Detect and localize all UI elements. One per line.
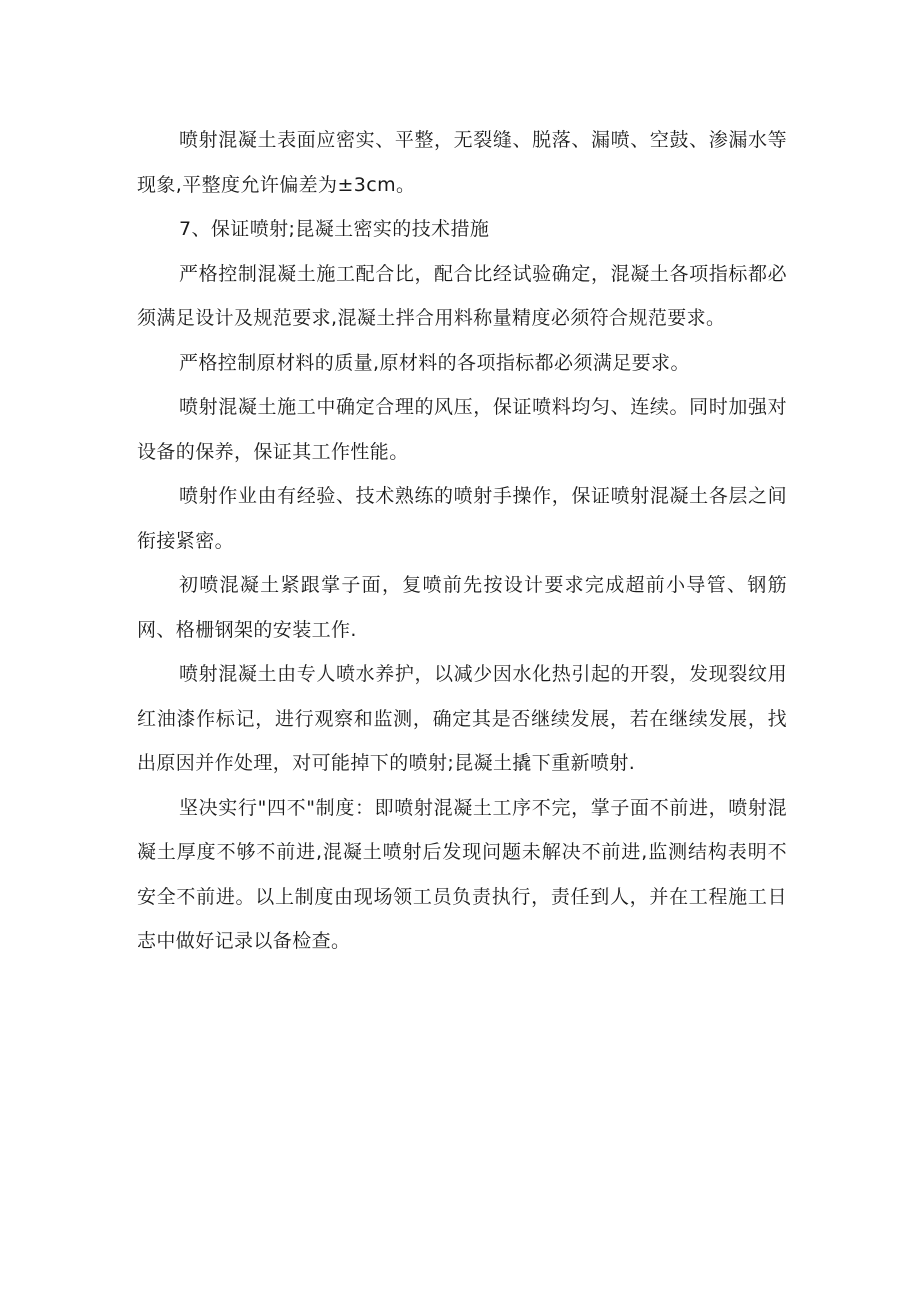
- paragraph-mix-ratio: 严格控制混凝土施工配合比，配合比经试验确定，混凝土各项指标都必须满足设计及规范要求,混凝土拌合用料称量精度必须符合规范要求。: [137, 262, 787, 329]
- document-body: [137, 118, 787, 964]
- paragraph-surface-quality: 喷射混凝土表面应密实、平整，无裂缝、脱落、漏喷、空鼓、渗漏水等现象,平整度允许偏差为±3cm。: [137, 129, 787, 196]
- paragraph-initial-spray: 初喷混凝土紧跟掌子面，复喷前先按设计要求完成超前小导管、钢筋网、格栅钢架的安装工作.: [137, 574, 787, 641]
- paragraph-four-no-rule: 坚决实行"四不"制度：即喷射混凝土工序不完，掌子面不前进，喷射混凝土厚度不够不前进,混凝土喷射后发现问题未解决不前进,监测结构表明不安全不前进。以上制度由现场领工员负责执行，责任到人，并在工程施工日志中做好记录以备检查。: [137, 796, 787, 952]
- paragraph-curing: 喷射混凝土由专人喷水养护，以减少因水化热引起的开裂，发现裂纹用红油漆作标记，进行观察和监测，确定其是否继续发展，若在继续发展，找出原因并作处理，对可能掉下的喷射;昆凝土撬下重新喷射.: [137, 663, 787, 774]
- paragraph-raw-materials: 严格控制原材料的质量,原材料的各项指标都必须满足要求。: [179, 351, 690, 374]
- paragraph-air-pressure: 喷射混凝土施工中确定合理的风压，保证喷料均匀、连续。同时加强对设备的保养，保证其工作性能。: [137, 396, 787, 463]
- paragraph-operator: 喷射作业由有经验、技术熟练的喷射手操作，保证喷射混凝土各层之间衔接紧密。: [137, 485, 787, 552]
- section-heading-measures: 7、保证喷射;昆凝土密实的技术措施: [179, 218, 490, 240]
